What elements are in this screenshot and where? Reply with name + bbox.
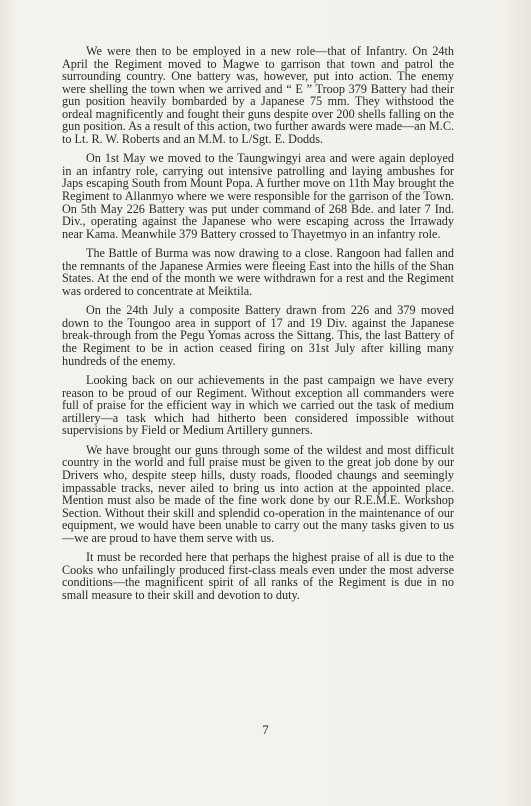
paragraph-cooks: It must be recorded here that perhaps the highest praise of all is due to the Cooks who unfailingly produced first-class meals even under the most adverse conditions—the magnificent spirit of all ranks of the Regiment is due in no small measure to their skill and devotion to duty. xyxy=(62,550,454,602)
paragraph-taungwingyi: On 1st May we moved to the Taungwingyi area and were again deployed in an infantry role, carrying out intensive patrolling and laying ambushes for Japs escaping South from Mount Popa. A further move on 11th May brought the Regiment to Allanmyo where we were responsible for the garrison of the Town. On 5th May 226 Battery was put under command of 268 Bde. and later 7 Ind. Div., operating against the Japanese who were escaping across the Irrawady near Kama. Meanwhile 379 Battery crossed to Thayetmyo in an infantry role. xyxy=(62,151,454,241)
paragraph-infantry-role: We were then to be employed in a new role—that of Infantry. On 24th April the Regiment moved to Magwe to garrison that town and patrol the surrounding country. One battery was, however, put into action. The enemy were shelling the town when we arrived and “ E ” Troop 379 Battery had their gun position heavily bombarded by a Japanese 75 mm. They withstood the ordeal magnificently and fought their guns despite over 200 shells falling on the gun position. As a result of this action, two further awards were made—an M.C. to Lt. R. W. Roberts and an M.M. to L/Sgt. E. Dodds. xyxy=(62,44,454,146)
body-text xyxy=(62,45,454,608)
paragraph-looking-back: Looking back on our achievements in the past campaign we have every reason to be proud of our Regiment. Without exception all commanders were full of praise for the efficient way in which we carried out the task of medium artillery—a task which had hitherto been considered impossible without supervisions by Field or Medium Artillery gunners. xyxy=(62,373,454,438)
paragraph-battle-of-burma: The Battle of Burma was now drawing to a close. Rangoon had fallen and the remnants of the Japanese Armies were fleeing East into the hills of the Shan States. At the end of the month we were withdrawn for a rest and the Regiment was ordered to concentrate at Meiktila. xyxy=(62,246,454,298)
paragraph-drivers: We have brought our guns through some of the wildest and most difficult country in the world and full praise must be given to the great job done by our Drivers who, despite steep hills, dusty roads, flooded chaungs and seemingly impassable tracks, never ailed to bring us into action at the appointed place. Mention must also be made of the fine work done by our R.E.M.E. Workshop Section. Without their skill and splendid co-operation in the maintenance of our equipment, we would have been unable to carry out the many tasks given to us—we are proud to have them serve with us. xyxy=(62,442,454,545)
page-number: 7 xyxy=(262,722,269,737)
paragraph-toungoo: On the 24th July a composite Battery drawn from 226 and 379 moved down to the Toungoo area in support of 17 and 19 Div. against the Japanese break-through from the Pegu Yomas across the Sittang. This, the last Battery of the Regiment to be in action ceased firing on 31st July after killing many hundreds of the enemy. xyxy=(62,303,454,368)
